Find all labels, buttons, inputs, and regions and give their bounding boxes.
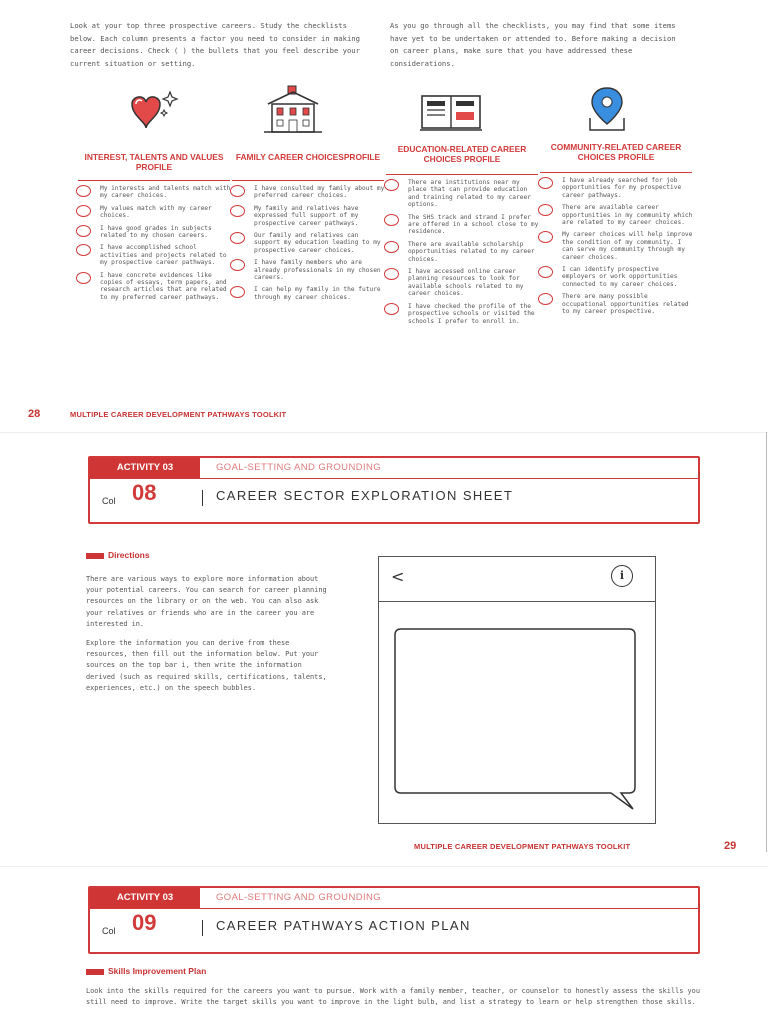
banner-top	[90, 888, 698, 908]
activity-number-prefix: Col	[102, 496, 116, 506]
banner-body	[90, 908, 698, 948]
checklist-item[interactable]: There are many possible occupational opportunities related to my career prospective.	[536, 293, 696, 315]
checklist-item[interactable]: There are available scholarship opportunities related to my career choices.	[382, 241, 542, 263]
checkbox-circle[interactable]	[538, 204, 553, 216]
page-number: 28	[28, 408, 41, 420]
checkbox-circle[interactable]	[384, 214, 399, 226]
activity-label: ACTIVITY 03	[90, 888, 200, 908]
activity-title: CAREER SECTOR EXPLORATION SHEET	[216, 488, 514, 503]
checkbox-circle[interactable]	[230, 259, 245, 271]
column-divider	[540, 172, 692, 173]
speech-bubble[interactable]	[393, 627, 639, 817]
checklist-item[interactable]: Our family and relatives can support my education leading to my prospective career choices.	[228, 232, 388, 254]
book-icon	[418, 92, 484, 136]
checkbox-circle[interactable]	[230, 232, 245, 244]
column-heading: EDUCATION-RELATED CAREER CHOICES PROFILE	[397, 144, 527, 164]
section-marker	[86, 969, 104, 975]
column-heading: FAMILY CAREER CHOICESPROFILE	[235, 152, 381, 162]
page-footer-title: MULTIPLE CAREER DEVELOPMENT PATHWAYS TOOLKIT	[414, 842, 631, 851]
activity-number: 09	[132, 910, 157, 935]
activity-subtitle: GOAL-SETTING AND GROUNDING	[216, 892, 382, 903]
skills-improvement-paragraph: Look into the skills required for the careers you want to pursue. Work with a family member, teacher, or counselor to honestly assess the skills you still need to improve. Write the target skills you want to improve in the light bulb, and list a strategy to learn or help strengthen those skills.	[86, 987, 700, 1006]
page-number: 29	[724, 840, 737, 852]
checkbox-circle[interactable]	[538, 266, 553, 278]
checkbox-circle[interactable]	[76, 225, 91, 237]
activity-title: CAREER PATHWAYS ACTION PLAN	[216, 918, 471, 933]
activity-number-prefix: Col	[102, 926, 116, 936]
activity-09-banner	[88, 886, 700, 954]
checklist-column-community	[536, 142, 696, 321]
checkbox-circle[interactable]	[76, 244, 91, 256]
banner-top	[90, 458, 698, 478]
checkbox-circle[interactable]	[384, 268, 399, 280]
activity-label: ACTIVITY 03	[90, 458, 200, 478]
checkbox-circle[interactable]	[230, 185, 245, 197]
activity-subtitle: GOAL-SETTING AND GROUNDING	[216, 462, 382, 473]
checklist-item[interactable]: I have accessed online career planning resources to look for available schools related to my career choices.	[382, 268, 542, 298]
section-marker	[86, 553, 104, 559]
banner-vertical-bar	[202, 920, 203, 936]
checkbox-circle[interactable]	[230, 286, 245, 298]
checklist-item[interactable]: My interests and talents match with my career choices.	[74, 185, 234, 200]
house-icon	[262, 82, 324, 138]
checkbox-circle[interactable]	[76, 185, 91, 197]
checklist-item[interactable]: My values match with my career choices.	[74, 205, 234, 220]
back-chevron-icon[interactable]: <	[391, 567, 405, 586]
checklist-item[interactable]: I have concrete evidences like copies of essays, term papers, and research articles that are related to my preferred career pathways.	[74, 272, 234, 302]
checklist-column-family	[228, 148, 388, 306]
checklist-item[interactable]: I have checked the profile of the prospective schools or visited the schools I prefer to enroll in.	[382, 303, 542, 325]
directions-paragraph-2: Explore the information you can derive from these resources, then fill out the information below. Put your sources on the top bar i, then write the information derived (such as required skills, certifications, talents, experiences, etc.) on the speech bubbles.	[86, 639, 327, 692]
checkbox-circle[interactable]	[538, 177, 553, 189]
checklist-item[interactable]: My career choices will help improve the condition of my community. I can serve my community through my career choices.	[536, 231, 696, 261]
checkbox-circle[interactable]	[538, 231, 553, 243]
activity-number: 08	[132, 480, 157, 505]
checklist-item[interactable]: I can identify prospective employers or work opportunities connected to my career choices.	[536, 266, 696, 288]
page-separator	[0, 432, 768, 433]
checklist-column-education	[382, 144, 542, 330]
info-icon[interactable]: i	[611, 565, 633, 587]
column-divider	[232, 180, 384, 181]
checklist-item[interactable]: There are institutions near my place that can provide education and training related to my career options.	[382, 179, 542, 209]
checklist-column-interest	[74, 148, 234, 306]
skills-improvement-heading: Skills Improvement Plan	[86, 966, 206, 976]
intro-right-text: As you go through all the checklists, you may find that some items have yet to be undertaken or attended to. Before making a decision on career plans, make sure that you have addressed these considerations.	[390, 21, 676, 68]
checkbox-circle[interactable]	[384, 241, 399, 253]
checkbox-circle[interactable]	[230, 205, 245, 217]
skills-improvement-body	[86, 986, 702, 1008]
checklist-item[interactable]: I have already searched for job opportunities for my prospective career pathways.	[536, 177, 696, 199]
checklist-item[interactable]: I have good grades in subjects related to my chosen careers.	[74, 225, 234, 240]
directions-paragraph-1: There are various ways to explore more information about your potential careers. You can search for career planning resources on the library or on the web. You can also ask your relatives or friends who are in the career you are interested in.	[86, 575, 327, 628]
checkbox-circle[interactable]	[538, 293, 553, 305]
phone-top-bar[interactable]	[379, 557, 655, 602]
directions-body	[86, 574, 332, 702]
checkbox-circle[interactable]	[384, 303, 399, 315]
intro-left	[70, 20, 366, 70]
page-separator	[0, 866, 768, 867]
checklist-item[interactable]: I have accomplished school activities and projects related to my prospective career pathways.	[74, 244, 234, 266]
checklist-item[interactable]: I can help my family in the future through my career choices.	[228, 286, 388, 301]
checklist-item[interactable]: The SHS track and strand I prefer are offered in a school close to my residence.	[382, 214, 542, 236]
checkbox-circle[interactable]	[384, 179, 399, 191]
page-edge-line	[766, 432, 767, 852]
banner-body	[90, 478, 698, 518]
column-heading: COMMUNITY-RELATED CAREER CHOICES PROFILE	[550, 142, 682, 162]
checklist-item[interactable]: I have family members who are already professionals in my chosen careers.	[228, 259, 388, 281]
intro-left-text: Look at your top three prospective careers. Study the checklists below. Each column presents a factor you need to consider in making career decisions. Check ( ) the bullets that you feel describe your current situation or setting.	[70, 21, 360, 68]
heart-icon	[112, 88, 184, 140]
intro-right	[390, 20, 686, 70]
column-divider	[386, 174, 538, 175]
column-divider	[78, 180, 230, 181]
checklist-item[interactable]: I have consulted my family about my preferred career choices.	[228, 185, 388, 200]
checklist-item[interactable]: My family and relatives have expressed full support of my prospective career pathways.	[228, 205, 388, 227]
page-footer-title: MULTIPLE CAREER DEVELOPMENT PATHWAYS TOOLKIT	[70, 410, 287, 419]
banner-vertical-bar	[202, 490, 203, 506]
phone-frame	[378, 556, 656, 824]
checklist-item[interactable]: There are available career opportunities in my community which are related to my career choices.	[536, 204, 696, 226]
checkbox-circle[interactable]	[76, 272, 91, 284]
location-pin-icon	[582, 84, 632, 140]
activity-08-banner	[88, 456, 700, 524]
checkbox-circle[interactable]	[76, 205, 91, 217]
column-heading: INTEREST, TALENTS AND VALUES PROFILE	[84, 152, 224, 172]
directions-heading: Directions	[86, 550, 150, 560]
